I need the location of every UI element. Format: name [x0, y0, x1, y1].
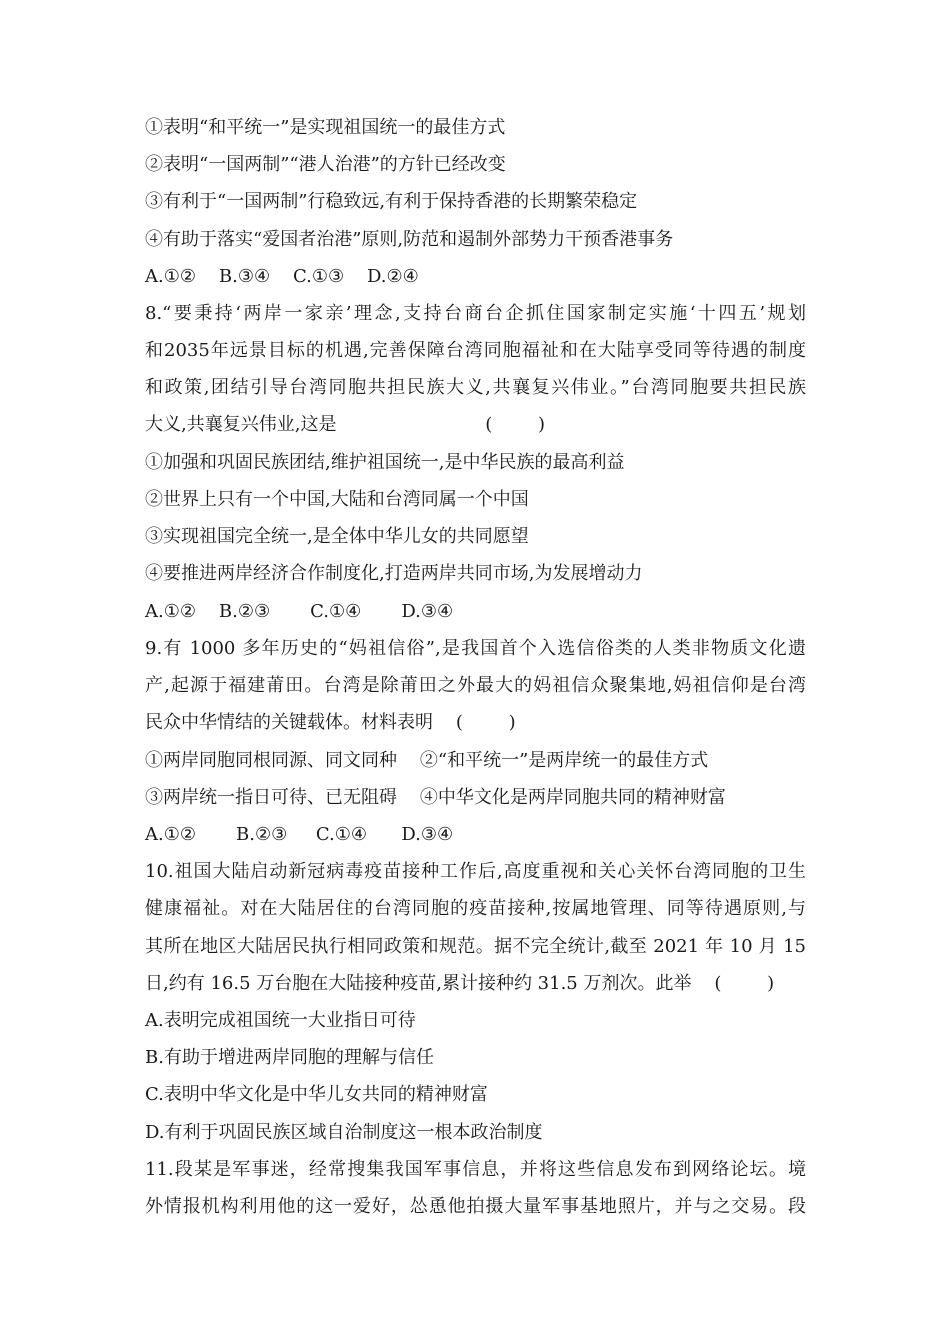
q8-stem-line-2: 和2035年远景目标的机遇,完善保障台湾同胞福祉和在大陆享受同等待遇的制度: [145, 340, 806, 361]
q9-stem-line-1: 9.有 1000 多年历史的“妈祖信俗”,是我国首个入选信俗类的人类非物质文化遗: [145, 638, 806, 659]
q10-option-a: A.表明完成祖国统一大业指日可待: [145, 1010, 416, 1031]
q7-option-2: ②表明“一国两制”“港人治港”的方针已经改变: [145, 154, 506, 175]
q10-option-b: B.有助于增进两岸同胞的理解与信任: [145, 1047, 434, 1068]
q10-option-c: C.表明中华文化是中华儿女共同的精神财富: [145, 1084, 488, 1105]
q8-stem-line-1: 8.“要秉持‘两岸一家亲’理念,支持台商台企抓住国家制定实施‘十四五’规划: [145, 303, 806, 324]
q8-choices: A.①② B.②③ C.①④ D.③④: [145, 601, 454, 622]
q8-option-2: ②世界上只有一个中国,大陆和台湾同属一个中国: [145, 489, 529, 510]
q8-stem-line-4: 大义,共襄复兴伟业,这是 ( ): [145, 414, 546, 435]
q8-option-4: ④要推进两岸经济合作制度化,打造两岸共同市场,为发展增动力: [145, 563, 643, 584]
q9-stem-line-2: 产,起源于福建莆田。台湾是除莆田之外最大的妈祖信众聚集地,妈祖信仰是台湾: [145, 675, 806, 696]
q10-stem-line-3: 其所在地区大陆居民执行相同政策和规范。据不完全统计,截至 2021 年 10 月 15: [145, 936, 806, 957]
q7-option-3: ③有利于“一国两制”行稳致远,有利于保持香港的长期繁荣稳定: [145, 191, 638, 212]
q10-stem-line-2: 健康福祉。对在大陆居住的台湾同胞的疫苗接种,按属地管理、同等待遇原则,与: [145, 898, 806, 919]
q10-stem-line-4: 日,约有 16.5 万台胞在大陆接种疫苗,累计接种约 31.5 万剂次。此举 ( ): [145, 973, 775, 994]
q7-option-4: ④有助于落实“爱国者治港”原则,防范和遏制外部势力干预香港事务: [145, 229, 674, 250]
q10-stem-line-1: 10.祖国大陆启动新冠病毒疫苗接种工作后,高度重视和关心关怀台湾同胞的卫生: [145, 861, 806, 882]
q7-choices: A.①② B.③④ C.①③ D.②④: [145, 266, 419, 287]
q9-choices: A.①② B.②③ C.①④ D.③④: [145, 824, 454, 845]
q9-options-3-4: ③两岸统一指日可待、已无阻碍 ④中华文化是两岸同胞共同的精神财富: [145, 787, 726, 808]
q11-stem-line-1: 11.段某是军事迷，经常搜集我国军事信息，并将这些信息发布到网络论坛。境: [145, 1159, 806, 1180]
q8-option-1: ①加强和巩固民族团结,维护祖国统一,是中华民族的最高利益: [145, 452, 625, 473]
q8-stem-line-3: 和政策,团结引导台湾同胞共担民族大义,共襄复兴伟业。”台湾同胞要共担民族: [145, 377, 806, 398]
q9-stem-line-3: 民众中华情结的关键载体。材料表明 ( ): [145, 712, 516, 733]
q7-option-1: ①表明“和平统一”是实现祖国统一的最佳方式: [145, 117, 506, 138]
q10-option-d: D.有利于巩固民族区域自治制度这一根本政治制度: [145, 1122, 543, 1143]
q11-stem-line-2: 外情报机构利用他的这一爱好，怂恿他拍摄大量军事基地照片，并与之交易。段: [145, 1196, 806, 1217]
q9-options-1-2: ①两岸同胞同根同源、同文同种 ②“和平统一”是两岸统一的最佳方式: [145, 750, 709, 771]
q8-option-3: ③实现祖国完全统一,是全体中华儿女的共同愿望: [145, 526, 529, 547]
